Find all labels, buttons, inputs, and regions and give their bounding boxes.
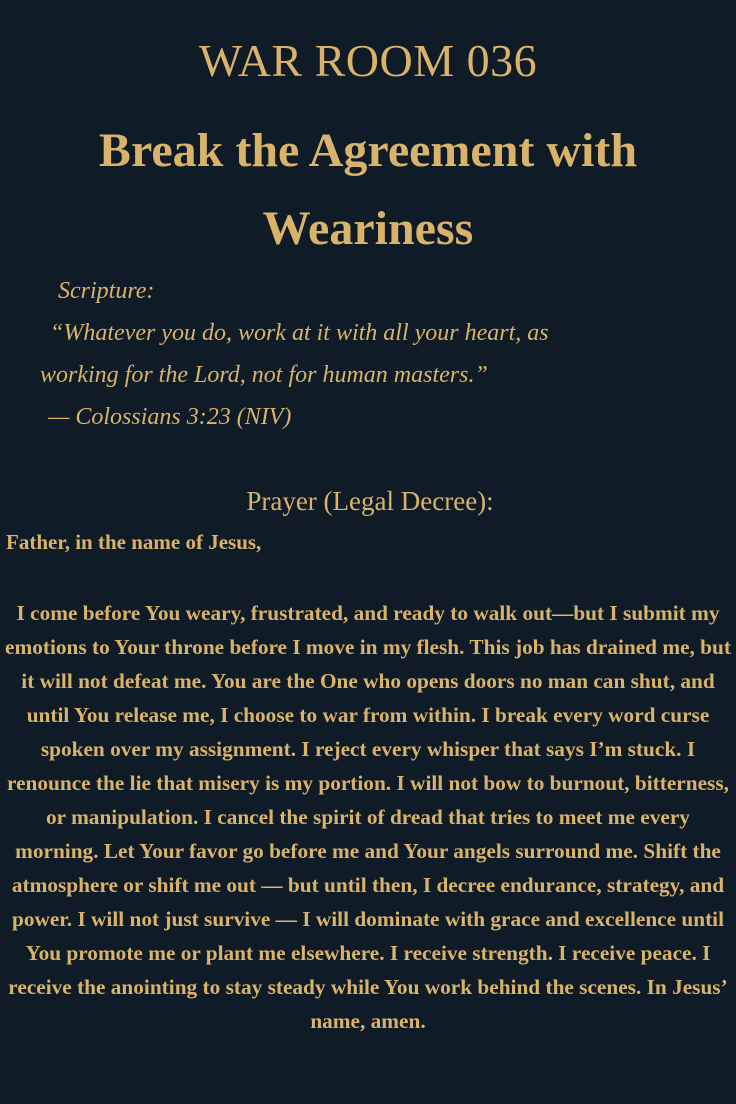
scripture-quote-line-2: working for the Lord, not for human masters.” bbox=[40, 362, 488, 388]
series-title: WAR ROOM 036 bbox=[198, 35, 538, 86]
scripture-reference: — Colossians 3:23 (NIV) bbox=[48, 404, 292, 430]
prayer-opening: Father, in the name of Jesus, bbox=[6, 530, 262, 554]
prayer-body: I come before You weary, frustrated, and ready to walk out—but I submit my emotions to Your throne before I move in my flesh. This job has drained me, but it will not defeat me. You are the One who opens doors no man can shut, and until You release me, I choose to war from within. I break every word curse spoken over my assignment. I reject every whisper that says I’m stuck. I renounce the lie that misery is my portion. I will not bow to burnout, bitterness, or manipulation. I cancel the spirit of dread that tries to meet me every morning. Let Your favor go before me and Your angels surround me. Shift the atmosphere or shift me out — but until then, I decree endurance, strategy, and power. I will not just survive — I will dominate with grace and excellence until You promote me or plant me elsewhere. I receive strength. I receive peace. I receive the anointing to stay steady while You work behind the scenes. In Jesus’ name, amen. bbox=[5, 601, 731, 1033]
scripture-block bbox=[40, 270, 690, 438]
page-title: Break the Agreement with Weariness bbox=[98, 124, 638, 255]
prayer-heading: Prayer (Legal Decree): bbox=[246, 486, 494, 516]
scripture-quote-line-1: “Whatever you do, work at it with all your heart, as bbox=[50, 320, 549, 346]
scripture-label: Scripture: bbox=[58, 278, 155, 304]
